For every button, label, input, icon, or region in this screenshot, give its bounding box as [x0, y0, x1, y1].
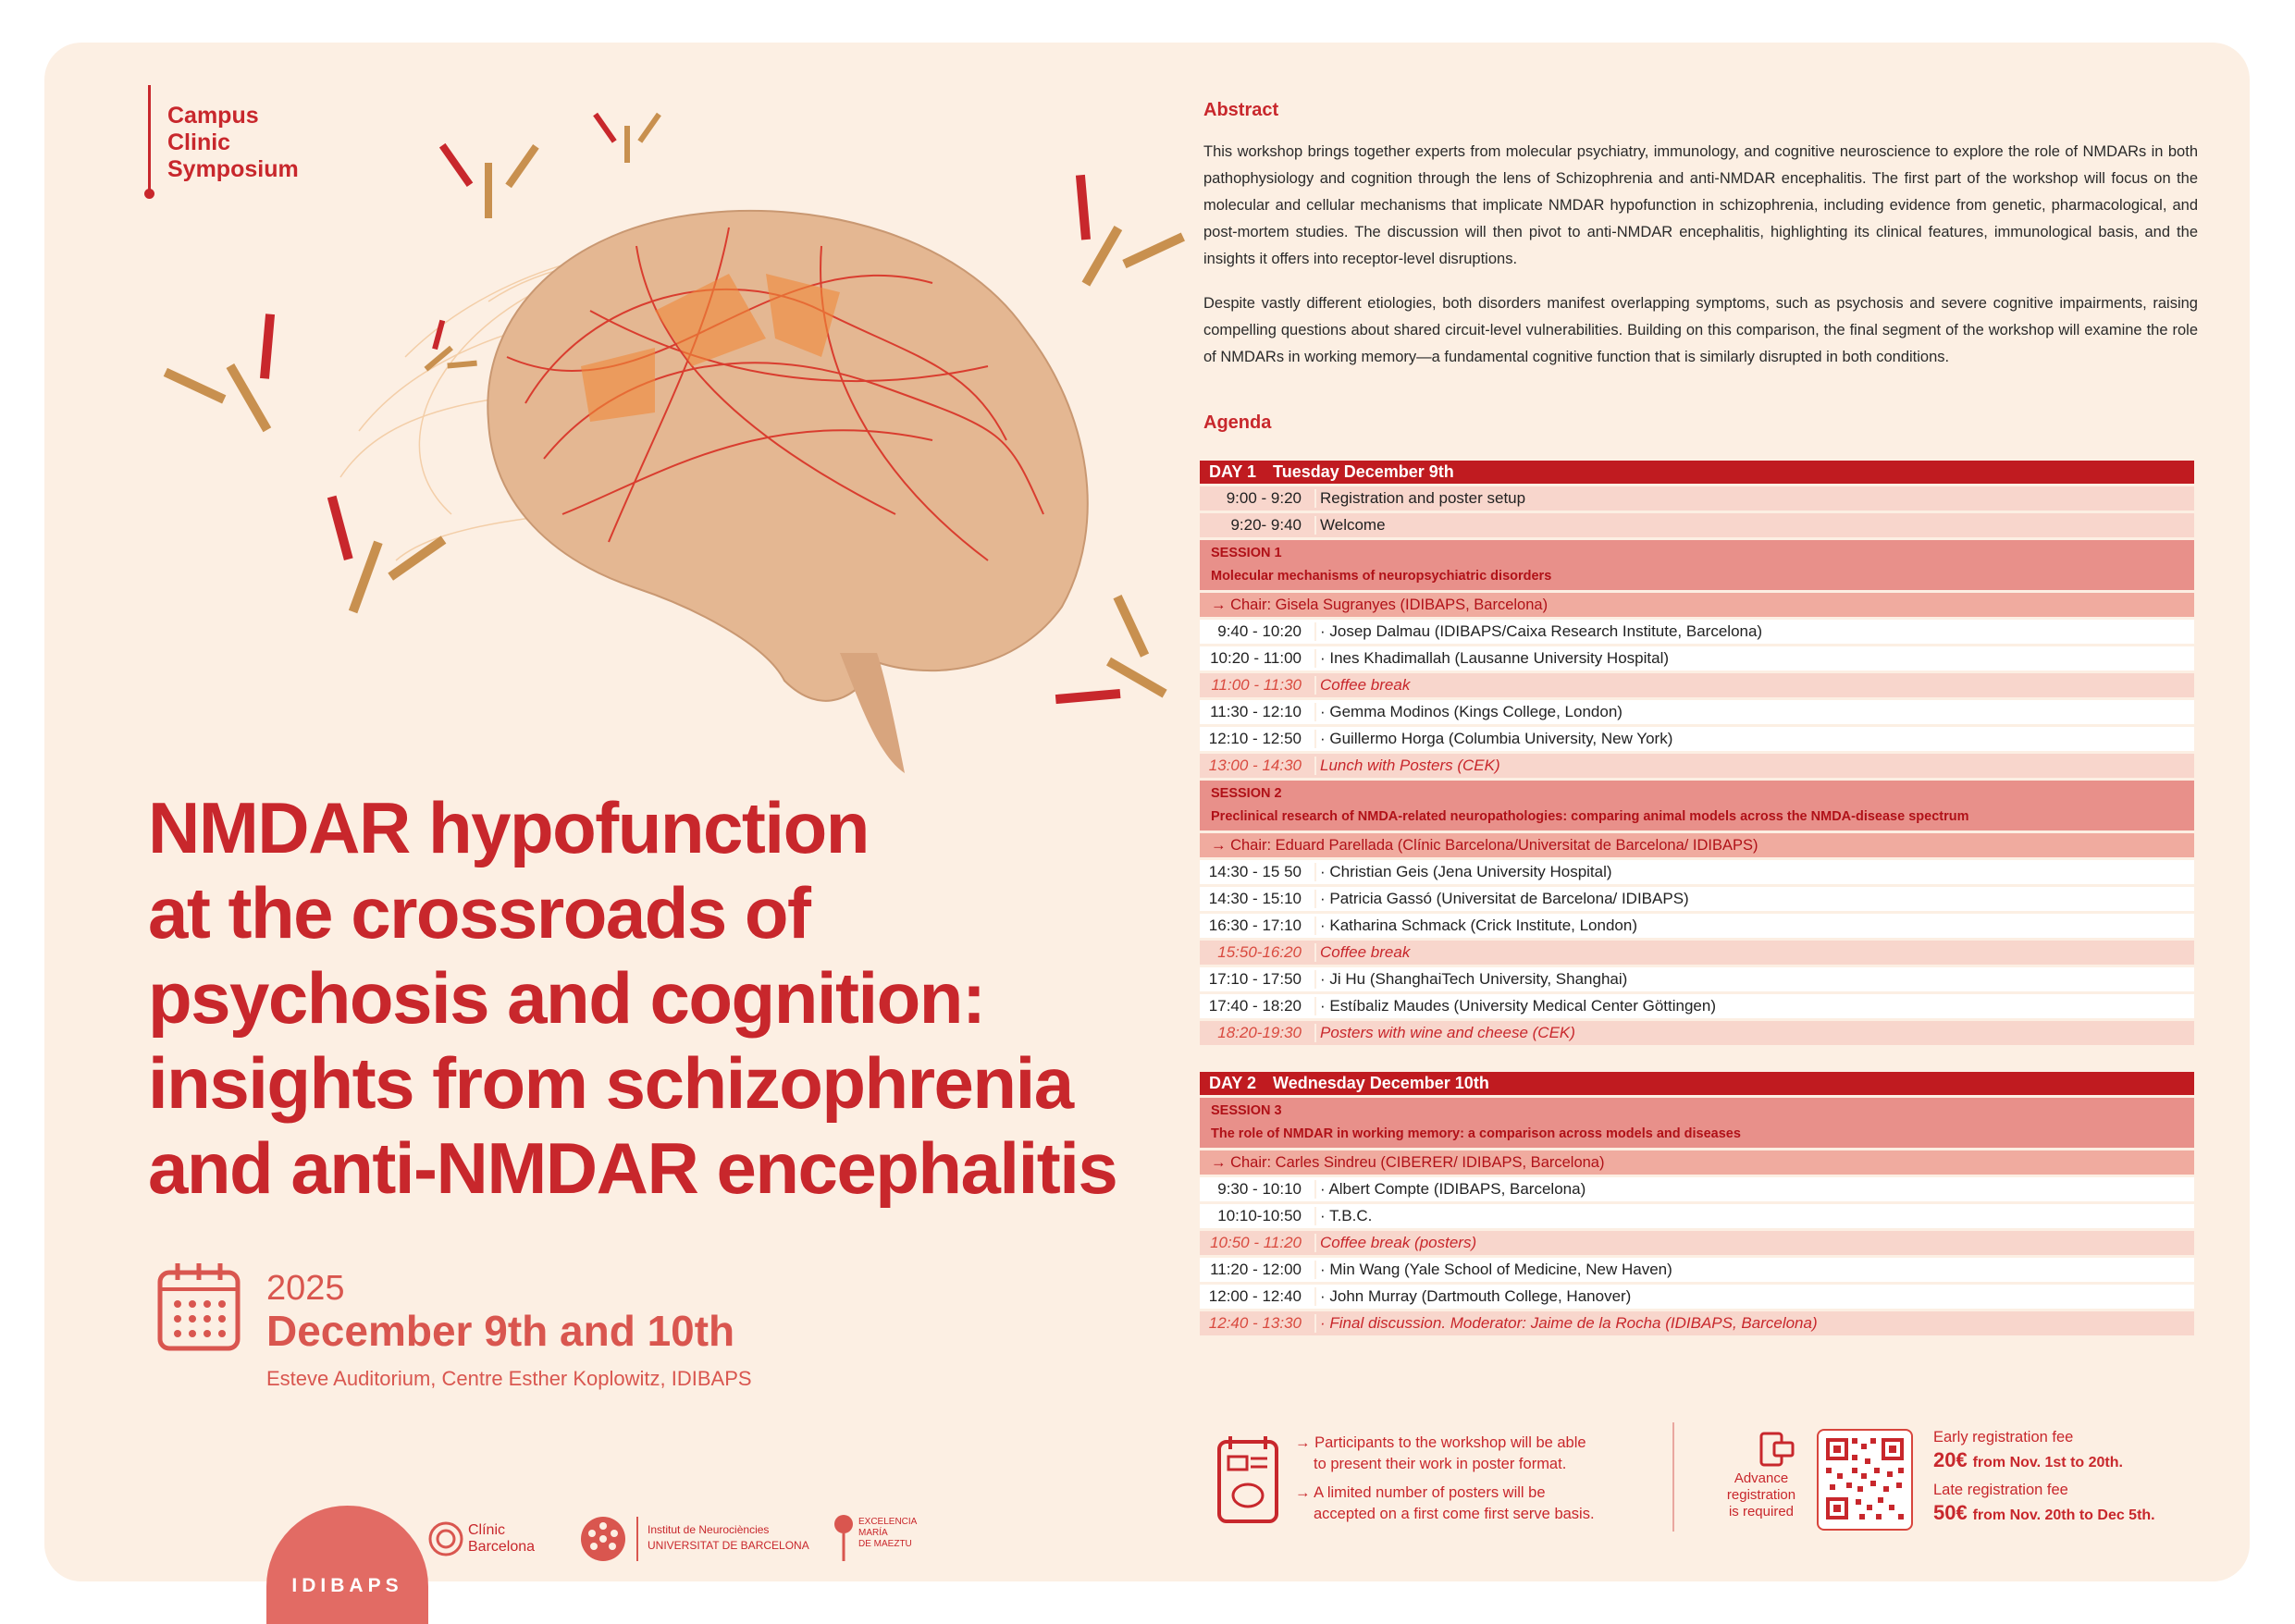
session2-number: SESSION 2: [1211, 786, 1282, 801]
row-time: 17:40 - 18:20: [1208, 997, 1302, 1015]
row-time: 9:40 - 10:20: [1217, 622, 1302, 640]
maeztu-logo-icon: [833, 1513, 855, 1563]
early-fee-label: Early registration fee: [1933, 1429, 2074, 1446]
logo-divider: [636, 1517, 638, 1561]
agenda-break-row: [1200, 673, 2194, 697]
registration-fees: [1933, 1429, 2155, 1525]
poster-info: [1295, 1433, 1595, 1525]
early-fee: [1933, 1448, 2155, 1472]
event-dates: December 9th and 10th: [266, 1307, 735, 1355]
poster-card: [44, 43, 2250, 1596]
row-desc: Coffee break: [1314, 943, 1410, 962]
late-fee: [1933, 1501, 2155, 1525]
agenda-break-row: [1200, 1231, 2194, 1255]
row-desc: · Min Wang (Yale School of Medicine, New Haven): [1314, 1261, 1672, 1279]
agenda-break-row: [1200, 754, 2194, 778]
row-time: 14:30 - 15:10: [1208, 890, 1302, 907]
brand-line-1: Campus: [167, 103, 259, 129]
agenda-row: [1200, 1177, 2194, 1201]
abstract-paragraph-2: Despite vastly different etiologies, both disorders manifest overlapping symptoms, such as psychosis and severe cognitive impairments, raising compelling questions about shared circuit-level vulnerabilities. Building on this comparison, the final segment of the workshop will examine the role of NMDARs in working memory—a fundamental cognitive function that is similarly disrupted in both conditions.: [1203, 295, 2198, 365]
row-time: 11:20 - 12:00: [1210, 1261, 1302, 1278]
agenda-row: [1200, 967, 2194, 991]
row-time: 11:00 - 11:30: [1211, 676, 1302, 694]
info-divider: [1672, 1422, 1674, 1532]
agenda-row: [1200, 860, 2194, 884]
clinic-logo-line-2: Barcelona: [468, 1539, 536, 1555]
day1-label: DAY 1: [1209, 462, 1257, 481]
session2-chair: → Chair: Eduard Parellada (Clínic Barcelona/Universitat de Barcelona/ IDIBAPS): [1200, 833, 2194, 857]
abstract-heading: Abstract: [1203, 100, 1279, 120]
day2-label: DAY 2: [1209, 1074, 1257, 1092]
day2-header: [1200, 1072, 2194, 1095]
late-fee-label: Late registration fee: [1933, 1482, 2068, 1498]
maeztu-logo-line-3: DE MAEZTU: [858, 1539, 912, 1549]
row-desc: · Guillermo Horga (Columbia University, New York): [1314, 730, 1672, 748]
title-line-5: and anti-NMDAR encephalitis: [148, 1127, 1117, 1209]
agenda-row: [1200, 700, 2194, 724]
row-time: 18:20-19:30: [1217, 1024, 1302, 1041]
row-desc: · Patricia Gassó (Universitat de Barcelona/ IDIBAPS): [1314, 890, 1689, 908]
agenda-row: [1200, 994, 2194, 1018]
agenda-row: [1200, 646, 2194, 671]
abstract-paragraph-1: This workshop brings together experts from molecular psychiatry, immunology, and cognitive neuroscience to explore the role of NMDARs in both pathophysiology and cognition through the lens of Schizophrenia and anti-NMDAR encephalitis. The first part of the workshop will focus on the molecular and cellular mechanisms that implicate NMDAR hypofunction in schizophrenia, including evidence from genetic, pharmacological, and post-mortem studies. The discussion will then pivot to anti-NMDAR encephalitis, highlighting its clinical features, immunological basis, and the insights it offers into receptor-level disruptions.: [1203, 143, 2198, 267]
session3-header: [1200, 1098, 2194, 1148]
clinic-logo-text: [468, 1522, 535, 1556]
row-desc: · Josep Dalmau (IDIBAPS/Caixa Research Institute, Barcelona): [1314, 622, 1762, 641]
agenda-break-row: [1200, 1311, 2194, 1335]
poster-info-line-2: to present their work in poster format.: [1314, 1456, 1567, 1472]
row-desc: · Christian Geis (Jena University Hospital): [1314, 863, 1612, 881]
title-line-1: NMDAR hypofunction: [148, 787, 869, 868]
row-time: 13:00 - 14:30: [1208, 757, 1302, 774]
row-time: 12:40 - 13:30: [1208, 1314, 1302, 1332]
row-time: 12:10 - 12:50: [1208, 730, 1302, 747]
session2-title: Preclinical research of NMDA-related neuropathologies: comparing animal models across the NMDA-disease spectrum: [1211, 809, 1969, 824]
advance-note-line-3: is required: [1728, 1504, 1795, 1519]
row-time: 14:30 - 15 50: [1208, 863, 1302, 880]
agenda-row: [1200, 513, 2194, 537]
brain-stem: [840, 653, 905, 773]
event-title: [148, 785, 1212, 1211]
brain-illustration: [174, 126, 1210, 792]
row-time: 15:50-16:20: [1217, 943, 1302, 961]
late-fee-dates: from Nov. 20th to Dec 5th.: [1972, 1507, 2155, 1523]
session3-title: The role of NMDAR in working memory: a comparison across models and diseases: [1211, 1126, 1741, 1141]
poster-info-line-3: → A limited number of posters will be: [1295, 1484, 1546, 1501]
title-line-3: psychosis and cognition:: [148, 957, 985, 1039]
event-venue: Esteve Auditorium, Centre Esther Koplowitz, IDIBAPS: [266, 1367, 752, 1390]
row-desc: Lunch with Posters (CEK): [1314, 757, 1500, 775]
row-desc: · Ines Khadimallah (Lausanne University Hospital): [1314, 649, 1669, 668]
neurosciences-logo-icon: [579, 1515, 627, 1563]
clinic-logo-line-1: Clínic: [468, 1522, 506, 1538]
event-year: 2025: [266, 1269, 345, 1308]
agenda-row: [1200, 486, 2194, 511]
agenda-row: [1200, 727, 2194, 751]
row-time: 10:10-10:50: [1217, 1207, 1302, 1224]
title-line-4: insights from schizophrenia: [148, 1042, 1073, 1124]
row-desc: Registration and poster setup: [1314, 489, 1525, 508]
early-fee-dates: from Nov. 1st to 20th.: [1972, 1455, 2123, 1470]
maeztu-logo-text: [858, 1517, 917, 1550]
agenda-row: [1200, 1285, 2194, 1309]
session1-title: Molecular mechanisms of neuropsychiatric disorders: [1211, 569, 1552, 584]
agenda-row: [1200, 1258, 2194, 1282]
agenda-row: [1200, 1204, 2194, 1228]
poster-board-icon: [1215, 1433, 1282, 1525]
session1-header: [1200, 540, 2194, 590]
phone-registration-icon: [1756, 1430, 1796, 1469]
agenda-row: [1200, 914, 2194, 938]
idibaps-logo: [266, 1506, 428, 1624]
idibaps-logo-text: IDIBAPS: [291, 1575, 403, 1596]
day1-date: Tuesday December 9th: [1273, 462, 1454, 481]
advance-note-line-1: Advance: [1734, 1470, 1789, 1486]
agenda-break-row: [1200, 1021, 2194, 1045]
session2-header: [1200, 781, 2194, 830]
advance-registration-note: [1715, 1470, 1808, 1520]
brand-line-3: Symposium: [167, 156, 299, 182]
row-desc: Coffee break: [1314, 676, 1410, 695]
row-time: 11:30 - 12:10: [1210, 703, 1302, 720]
row-time: 10:20 - 11:00: [1210, 649, 1302, 667]
row-desc: · Katharina Schmack (Crick Institute, London): [1314, 917, 1637, 935]
row-desc: · Albert Compte (IDIBAPS, Barcelona): [1314, 1180, 1586, 1199]
row-time: 9:20- 9:40: [1230, 516, 1302, 534]
session3-number: SESSION 3: [1211, 1103, 1282, 1118]
early-fee-price: 20€: [1933, 1448, 1968, 1471]
row-desc: · Final discussion. Moderator: Jaime de la Rocha (IDIBAPS, Barcelona): [1314, 1314, 1818, 1333]
registration-qr-code[interactable]: [1817, 1429, 1913, 1531]
maeztu-logo-line-1: EXCELENCIA: [858, 1517, 918, 1527]
row-desc: · Gemma Modinos (Kings College, London): [1314, 703, 1623, 721]
row-desc: · Estíbaliz Maudes (University Medical Center Göttingen): [1314, 997, 1716, 1015]
brand-line: [148, 85, 151, 196]
row-desc: · T.B.C.: [1314, 1207, 1372, 1225]
late-fee-price: 50€: [1933, 1501, 1968, 1524]
row-time: 16:30 - 17:10: [1208, 917, 1302, 934]
advance-note-line-2: registration: [1726, 1487, 1796, 1503]
neurosciences-logo-line-1: Institut de Neurociències: [648, 1523, 770, 1536]
brand-line-2: Clinic: [167, 129, 231, 155]
row-desc: · Ji Hu (ShanghaiTech University, Shanghai): [1314, 970, 1627, 989]
agenda-row: [1200, 887, 2194, 911]
session1-number: SESSION 1: [1211, 546, 1282, 560]
agenda-row: [1200, 620, 2194, 644]
poster-info-line-4: accepted on a first come first serve basis.: [1314, 1506, 1595, 1522]
row-time: 9:30 - 10:10: [1217, 1180, 1302, 1198]
row-desc: Coffee break (posters): [1314, 1234, 1476, 1252]
agenda-heading: Agenda: [1203, 412, 1272, 433]
maeztu-logo-line-2: MARÍA: [858, 1528, 888, 1538]
clinic-logo-icon: [427, 1519, 464, 1559]
day-separator: [1200, 1048, 2194, 1072]
row-time: 9:00 - 9:20: [1226, 489, 1302, 507]
row-time: 12:00 - 12:40: [1208, 1287, 1302, 1305]
neurosciences-logo-line-2: UNIVERSITAT DE BARCELONA: [648, 1539, 809, 1552]
row-desc: Posters with wine and cheese (CEK): [1314, 1024, 1575, 1042]
row-desc: Welcome: [1314, 516, 1386, 535]
poster-info-line-1: → Participants to the workshop will be able: [1295, 1434, 1586, 1451]
row-time: 17:10 - 17:50: [1208, 970, 1302, 988]
day2-date: Wednesday December 10th: [1273, 1074, 1489, 1092]
session3-chair: → Chair: Carles Sindreu (CIBERER/ IDIBAPS, Barcelona): [1200, 1150, 2194, 1175]
agenda-table: [1200, 461, 2194, 1338]
neurosciences-logo-text: [648, 1522, 809, 1554]
session1-chair: → Chair: Gisela Sugranyes (IDIBAPS, Barcelona): [1200, 593, 2194, 617]
row-time: 10:50 - 11:20: [1210, 1234, 1302, 1251]
row-desc: · John Murray (Dartmouth College, Hanover): [1314, 1287, 1631, 1306]
agenda-break-row: [1200, 941, 2194, 965]
calendar-icon: [157, 1261, 242, 1354]
day1-header: [1200, 461, 2194, 484]
brand-dot: [144, 189, 154, 199]
title-line-2: at the crossroads of: [148, 872, 810, 953]
